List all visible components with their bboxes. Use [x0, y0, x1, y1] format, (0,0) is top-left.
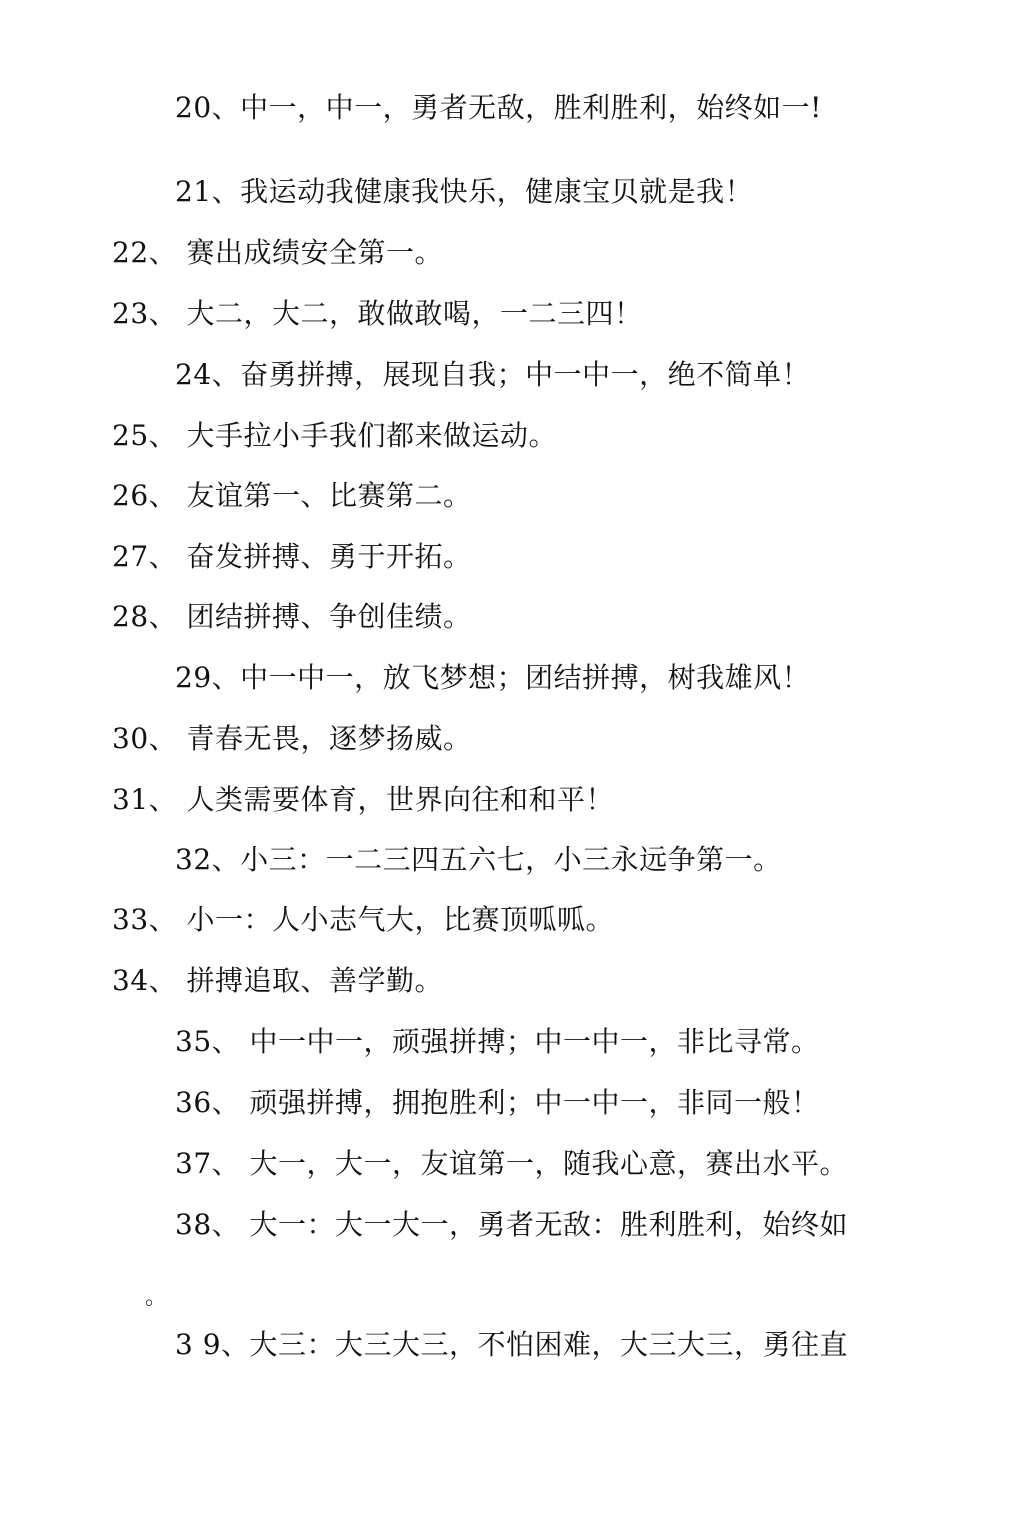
text-line-39: 3 9、大三：大三大三，不怕困难，大三大三，勇往直 — [175, 1328, 849, 1361]
text-line-33: 33、 小一：人小志气大，比赛顶呱呱。 — [112, 903, 615, 936]
text-line-35: 35、 中一中一，顽强拼搏；中一中一，非比寻常。 — [175, 1025, 820, 1058]
text-line-25: 25、 大手拉小手我们都来做运动。 — [112, 419, 558, 452]
text-line-36: 36、 顽强拼搏，拥抱胜利；中一中一，非同一般！ — [175, 1086, 820, 1119]
text-line-31: 31、 人类需要体育，世界向往和和平！ — [112, 783, 615, 816]
text-line-24: 24、奋勇拼搏，展现自我；中一中一，绝不简单！ — [175, 358, 811, 391]
text-line-28: 28、 团结拼搏、争创佳绩。 — [112, 600, 472, 633]
text-line-32: 32、小三：一二三四五六七，小三永远争第一。 — [175, 843, 782, 876]
text-line-38-continuation: 。 — [145, 1285, 168, 1310]
text-line-29: 29、中一中一，放飞梦想；团结拼搏，树我雄风！ — [175, 661, 811, 694]
text-line-38: 38、 大一：大一大一，勇者无敌：胜利胜利，始终如 — [175, 1208, 849, 1241]
text-line-34: 34、 拼搏追取、善学勤。 — [112, 964, 444, 997]
text-line-22: 22、 赛出成绩安全第一。 — [112, 236, 444, 269]
text-line-21: 21、我运动我健康我快乐，健康宝贝就是我！ — [175, 175, 754, 208]
text-line-30: 30、 青春无畏，逐梦扬威。 — [112, 722, 472, 755]
text-line-27: 27、 奋发拼搏、勇于开拓。 — [112, 540, 472, 573]
text-line-37: 37、 大一，大一，友谊第一，随我心意，赛出水平。 — [175, 1147, 849, 1180]
text-line-26: 26、 友谊第一、比赛第二。 — [112, 479, 472, 512]
text-line-20: 20、中一，中一，勇者无敌，胜利胜利，始终如一! — [175, 91, 822, 124]
text-line-23: 23、 大二，大二，敢做敢喝，一二三四！ — [112, 297, 643, 330]
